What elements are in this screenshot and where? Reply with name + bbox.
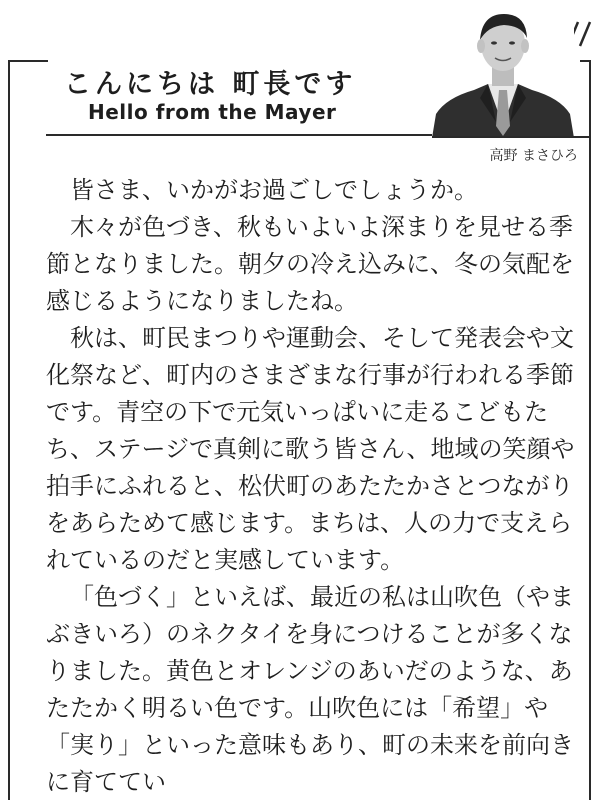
paragraph: 秋は、町民まつりや運動会、そして発表会や文化祭など、町内のさまざまな行事が行われる季節です。青空の下で元気いっぱいに走るこどもたち、ステージで真剣に歌う皆さん、地域の笑顔や拍手にふれると、松伏町のあたたかさとつながりをあらためて感じます。まちは、人の力で支えられているのだと実感しています。 — [46, 324, 575, 574]
frame-left-border — [8, 60, 10, 800]
mayor-portrait — [432, 6, 574, 138]
page-subtitle: Hello from the Mayer — [88, 100, 337, 124]
paragraph: 皆さま、いかがお過ごしでしょうか。 — [70, 176, 478, 204]
frame-right-border — [589, 60, 591, 800]
title-box — [46, 60, 432, 136]
author-name: 高野 まさひろ — [489, 148, 578, 164]
page-title: こんにちは 町長です — [64, 69, 357, 100]
article-body — [46, 172, 576, 801]
frame-top-border — [8, 60, 48, 62]
paragraph: 木々が色づき、秋もいよいよ深まりを見せる季節となりました。朝夕の冷え込みに、冬の気配を感じるようになりましたね。 — [46, 213, 574, 315]
portrait-divider — [432, 136, 590, 138]
paragraph: 「色づく」といえば、最近の私は山吹色（やまぶきいろ）のネクタイを身につけることが多くなりました。黄色とオレンジのあいだのような、あたたかく明るい色です。山吹色には「希望」や「実り」といった意味もあり、町の未来を前向きに育ててい — [46, 583, 574, 796]
portrait-image — [432, 6, 574, 138]
frame-top-right-border — [580, 60, 591, 62]
